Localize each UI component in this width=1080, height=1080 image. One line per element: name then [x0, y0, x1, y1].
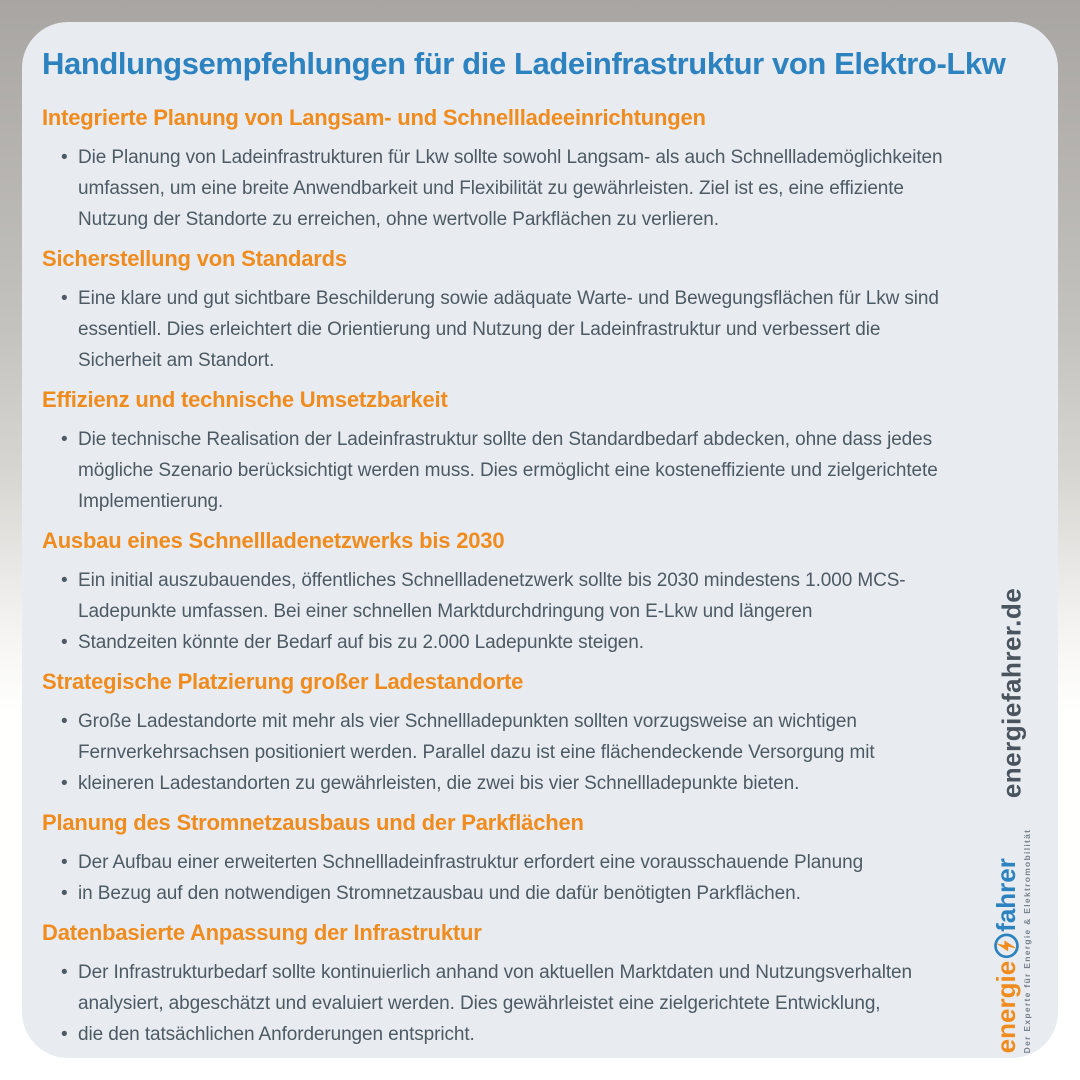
content-card: [22, 22, 1058, 1058]
bullet-item: • Der Aufbau einer erweiterten Schnellladeinfrastruktur erfordert eine vorausschauende Planung: [78, 847, 962, 878]
bullet-item: • Der Infrastrukturbedarf sollte kontinuierlich anhand von aktuellen Marktdaten und Nutzungsverhalten analysiert, abgeschätzt und evaluiert werden. Dies gewährleistet eine zielgerichtete Entwicklung,: [78, 957, 962, 1019]
bullet-item: • kleineren Ladestandorten zu gewährleisten, die zwei bis vier Schnellladepunkte bieten.: [78, 768, 962, 799]
bullet-item: • Eine klare und gut sichtbare Beschilderung sowie adäquate Warte- und Bewegungsflächen für Lkw sind essentiell. Dies erleichtert die Orientierung und Nutzung der Ladeinfrastruktur und verbessert die Sicherheit am Standort.: [78, 283, 962, 376]
section-integrierte-planung: [42, 104, 962, 235]
bullet-item: • Große Ladestandorte mit mehr als vier Schnellladepunkten sollten vorzugsweise an wichtigen Fernverkehrsachsen positioniert werden. Parallel dazu ist eine flächendeckende Versorgung mit: [78, 706, 962, 768]
lightning-bolt-in-circle-icon: [993, 933, 1020, 960]
bullet-item: • in Bezug auf den notwendigen Stromnetzausbau und die dafür benötigten Parkflächen.: [78, 878, 962, 909]
section-heading: Effizienz und technische Umsetzbarkeit: [42, 387, 448, 412]
website-url-vertical: energiefahrer.de: [996, 587, 1027, 799]
section-heading: Ausbau eines Schnellladenetzwerks bis 2030: [42, 528, 505, 553]
section-heading: Sicherstellung von Standards: [42, 246, 347, 271]
bullet-item: • Die Planung von Ladeinfrastrukturen für Lkw sollte sowohl Langsam- als auch Schnelllademöglichkeiten umfassen, um eine breite Anwendbarkeit und Flexibilität zu gewährleisten. Ziel ist es, eine effiziente Nutzung der Standorte zu erreichen, ohne wertvolle Parkflächen zu verlieren.: [78, 142, 962, 235]
bullet-list: [42, 142, 962, 235]
bullet-list: [42, 706, 962, 799]
bullet-item: • Standzeiten könnte der Bedarf auf bis zu 2.000 Ladepunkte steigen.: [78, 627, 962, 658]
wordmark-energie: energie: [991, 960, 1021, 1054]
section-effizienz: [42, 386, 962, 517]
bullet-list: [42, 424, 962, 517]
bullet-list: [42, 565, 962, 658]
bullet-list: [42, 847, 962, 909]
section-heading: Integrierte Planung von Langsam- und Schnellladeeinrichtungen: [42, 105, 706, 130]
section-heading: Planung des Stromnetzausbaus und der Parkflächen: [42, 810, 584, 835]
brand-wordmark: [992, 858, 1020, 1053]
bullet-item: • die den tatsächlichen Anforderungen entspricht.: [78, 1019, 962, 1050]
page-title: Handlungsempfehlungen für die Ladeinfrastruktur von Elektro-Lkw: [42, 46, 1006, 81]
section-standards: [42, 245, 962, 376]
brand-logo: [992, 829, 1032, 1054]
bullet-list: [42, 283, 962, 376]
section-stromnetzausbau: [42, 809, 962, 909]
bullet-item: • Die technische Realisation der Ladeinfrastruktur sollte den Standardbedarf abdecken, ohne dass jedes mögliche Szenario berücksichtigt werden muss. Dies ermöglicht eine kosteneffiziente und zielgerichtete Implementierung.: [78, 424, 962, 517]
bullet-item: • Ein initial auszubauendes, öffentliches Schnellladenetzwerk sollte bis 2030 mindestens 1.000 MCS-Ladepunkte umfassen. Bei einer schnellen Marktdurchdringung von E-Lkw und längeren: [78, 565, 962, 627]
section-datenbasierte-anpassung: [42, 919, 962, 1050]
section-schnellladenetzwerk: [42, 527, 962, 658]
bullet-list: [42, 957, 962, 1050]
section-strategische-platzierung: [42, 668, 962, 799]
section-heading: Datenbasierte Anpassung der Infrastruktur: [42, 920, 482, 945]
brand-tagline: Der Experte für Energie & Elektromobilität: [1022, 828, 1032, 1054]
wordmark-fahrer: fahrer: [991, 858, 1021, 932]
section-heading: Strategische Platzierung großer Ladestandorte: [42, 669, 524, 694]
